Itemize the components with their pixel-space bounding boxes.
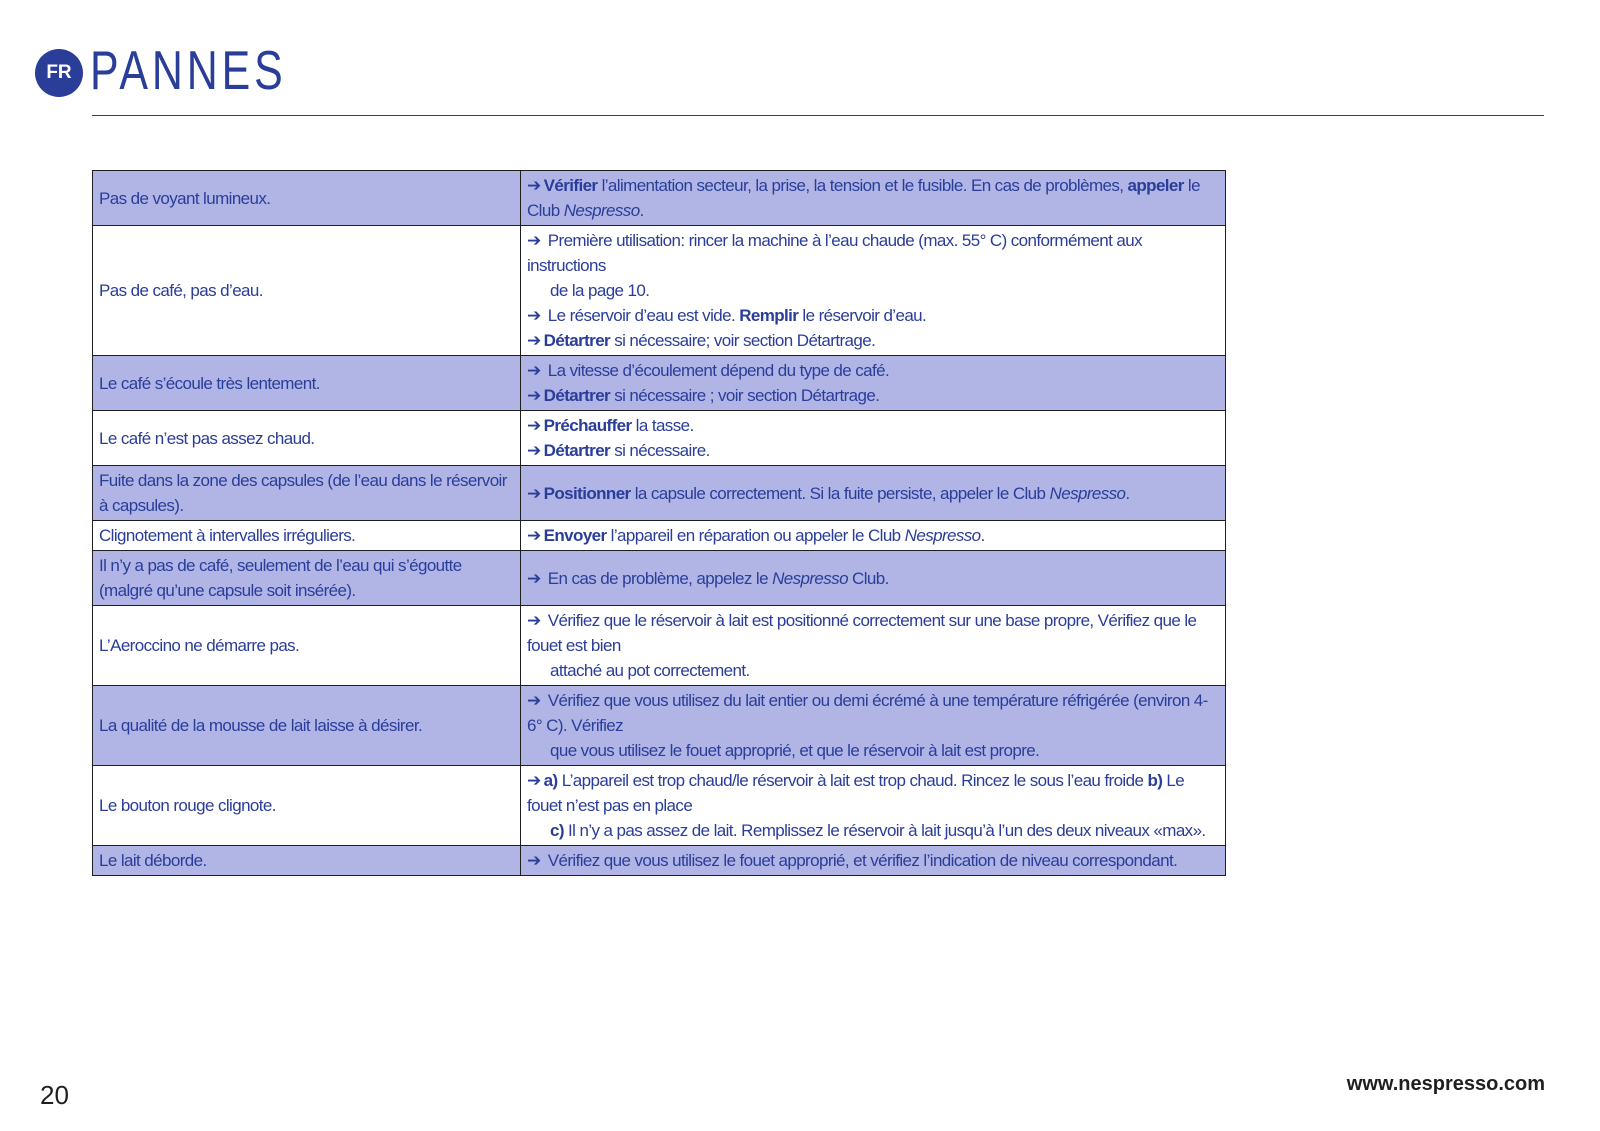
solution-emphasis: Positionner [543,483,631,503]
solution-line [527,768,1219,818]
problem-cell [93,686,521,766]
solution-cell [521,171,1226,226]
problem-cell [93,411,521,466]
solution-text: le Club [527,176,1200,220]
problem-text: Le café n’est pas assez chaud. [99,428,315,448]
solution-line [527,383,1219,408]
solution-line [527,278,1219,303]
solution-line [527,818,1219,843]
page-title: PANNES [90,39,287,101]
table-row [93,846,1226,876]
solution-emphasis: Détartrer [543,331,611,350]
solution-emphasis: b) [1147,771,1163,790]
solution-cell [521,551,1226,606]
solution-line [527,608,1219,658]
problem-text: L’Aeroccino ne démarre pas. [99,636,300,655]
problem-text: Clignotement à intervalles irréguliers. [99,526,356,545]
problem-cell [93,171,521,226]
problem-text: Fuite dans la zone des capsules (de l’eau dans le réservoir à capsules). [99,471,507,515]
problem-text: Il n’y a pas de café, seulement de l’eau qui s’égoutte [99,556,462,575]
solution-text: Le fouet n’est pas en place [527,771,1185,815]
arrow-icon: ➔ [527,611,541,630]
solution-emphasis: appeler [1127,176,1184,195]
solution-line [527,658,1219,683]
solution-text: l’appareil en réparation ou appeler le Club [606,526,905,545]
website-link[interactable]: www.nespresso.com [1346,1073,1545,1095]
solution-line [527,848,1219,873]
page-number: 20 [40,1080,69,1110]
arrow-icon: ➔ [527,361,541,380]
solution-emphasis: Envoyer [543,526,607,545]
brand-name: Nespresso [563,201,640,220]
solution-emphasis: a) [543,771,558,790]
solution-text: L’appareil est trop chaud/le réservoir à lait est trop chaud. Rincez le sous l’eau froide [557,771,1148,790]
table-row [93,606,1226,686]
brand-name: Nespresso [904,526,981,545]
arrow-icon: ➔ [527,771,541,790]
solution-line [527,566,1219,591]
problem-text: Pas de café, pas d’eau. [99,281,263,300]
solution-line [527,738,1219,763]
table-row [93,766,1226,846]
table-row [93,466,1226,521]
arrow-icon: ➔ [527,306,541,325]
problem-cell [93,466,521,521]
solution-line [527,413,1219,438]
solution-cell [521,466,1226,521]
arrow-icon: ➔ [527,851,541,870]
solution-emphasis: c) [550,821,564,840]
solution-text: Vérifiez que le réservoir à lait est positionné correctement sur une base propre, Vérifiez que le fouet est bien [527,611,1197,655]
solution-cell [521,606,1226,686]
problem-cell [93,606,521,686]
brand-name: Nespresso [772,568,848,588]
solution-text: le réservoir d’eau. [798,306,927,325]
solution-text: de la page 10. [550,281,650,300]
arrow-icon: ➔ [527,483,541,503]
solution-text: si nécessaire; voir section Détartrage. [610,331,876,350]
solution-line [527,328,1219,353]
language-badge: FR [35,49,83,97]
arrow-icon: ➔ [527,386,541,405]
problem-text: Pas de voyant lumineux. [99,188,271,208]
table-row [93,171,1226,226]
arrow-icon: ➔ [527,691,541,710]
solution-text: En cas de problème, appelez le [543,568,773,588]
solution-emphasis: Remplir [739,306,799,325]
problem-text: Le bouton rouge clignote. [99,796,276,815]
solution-emphasis: Détartrer [543,441,611,460]
solution-text: que vous utilisez le fouet approprié, et que le réservoir à lait est propre. [550,741,1040,760]
solution-text: . [639,201,644,220]
solution-line [527,688,1219,738]
brand-name: Nespresso [1049,483,1126,503]
problem-text: Le lait déborde. [99,851,207,870]
solution-line [527,358,1219,383]
solution-line [527,481,1219,506]
solution-cell [521,686,1226,766]
solution-text: Vérifiez que vous utilisez le fouet approprié, et vérifiez l’indication de niveau correspondant. [543,851,1178,870]
arrow-icon: ➔ [527,568,541,588]
problem-cell [93,551,521,606]
solution-line [527,228,1219,278]
arrow-icon: ➔ [527,231,541,250]
problem-cell [93,521,521,551]
solution-cell [521,411,1226,466]
solution-text: si nécessaire. [610,441,710,460]
problem-cell [93,356,521,411]
arrow-icon: ➔ [527,441,541,460]
solution-text: . [980,526,985,545]
solution-text: attaché au pot correctement. [550,661,750,680]
solution-text: Il n’y a pas assez de lait. Remplissez le réservoir à lait jusqu’à l’un des deux niveaux «max». [563,821,1206,840]
solution-text: Première utilisation: rincer la machine à l’eau chaude (max. 55° C) conformément aux instructions [527,231,1142,275]
solution-line [527,303,1219,328]
solution-text: la tasse. [631,416,694,435]
solution-cell [521,521,1226,551]
solution-line [527,523,1219,548]
problem-cell [93,766,521,846]
problem-text: (malgré qu’une capsule soit insérée). [99,581,356,600]
arrow-icon: ➔ [527,526,541,545]
table-row [93,551,1226,606]
problem-cell [93,846,521,876]
problem-text: La qualité de la mousse de lait laisse à désirer. [99,716,423,735]
arrow-icon: ➔ [527,416,541,435]
solution-text: Club. [847,568,889,588]
solution-text: . [1125,483,1130,503]
table-row [93,686,1226,766]
solution-cell [521,356,1226,411]
solution-emphasis: Détartrer [543,386,611,405]
solution-cell [521,766,1226,846]
title-divider [92,115,1544,116]
troubleshooting-table [92,170,1226,876]
table-row [93,521,1226,551]
solution-emphasis: Vérifier [543,176,598,195]
problem-text: Le café s’écoule très lentement. [99,373,320,393]
table-row [93,356,1226,411]
arrow-icon: ➔ [527,176,541,195]
solution-cell [521,846,1226,876]
solution-cell [521,226,1226,356]
solution-text: la capsule correctement. Si la fuite persiste, appeler le Club [630,483,1050,503]
table-row [93,411,1226,466]
solution-emphasis: Préchauffer [543,416,632,435]
solution-line [527,173,1219,223]
solution-text: La vitesse d’écoulement dépend du type de café. [543,361,890,380]
solution-line [527,438,1219,463]
solution-text: Le réservoir d’eau est vide. [543,306,740,325]
arrow-icon: ➔ [527,331,541,350]
problem-cell [93,226,521,356]
solution-text: Vérifiez que vous utilisez du lait entier ou demi écrémé à une température réfrigérée (environ 4-6° C). Vérifiez [527,691,1208,735]
solution-text: l’alimentation secteur, la prise, la tension et le fusible. En cas de problèmes, [597,176,1128,195]
solution-text: si nécessaire ; voir section Détartrage. [610,386,880,405]
table-row [93,226,1226,356]
